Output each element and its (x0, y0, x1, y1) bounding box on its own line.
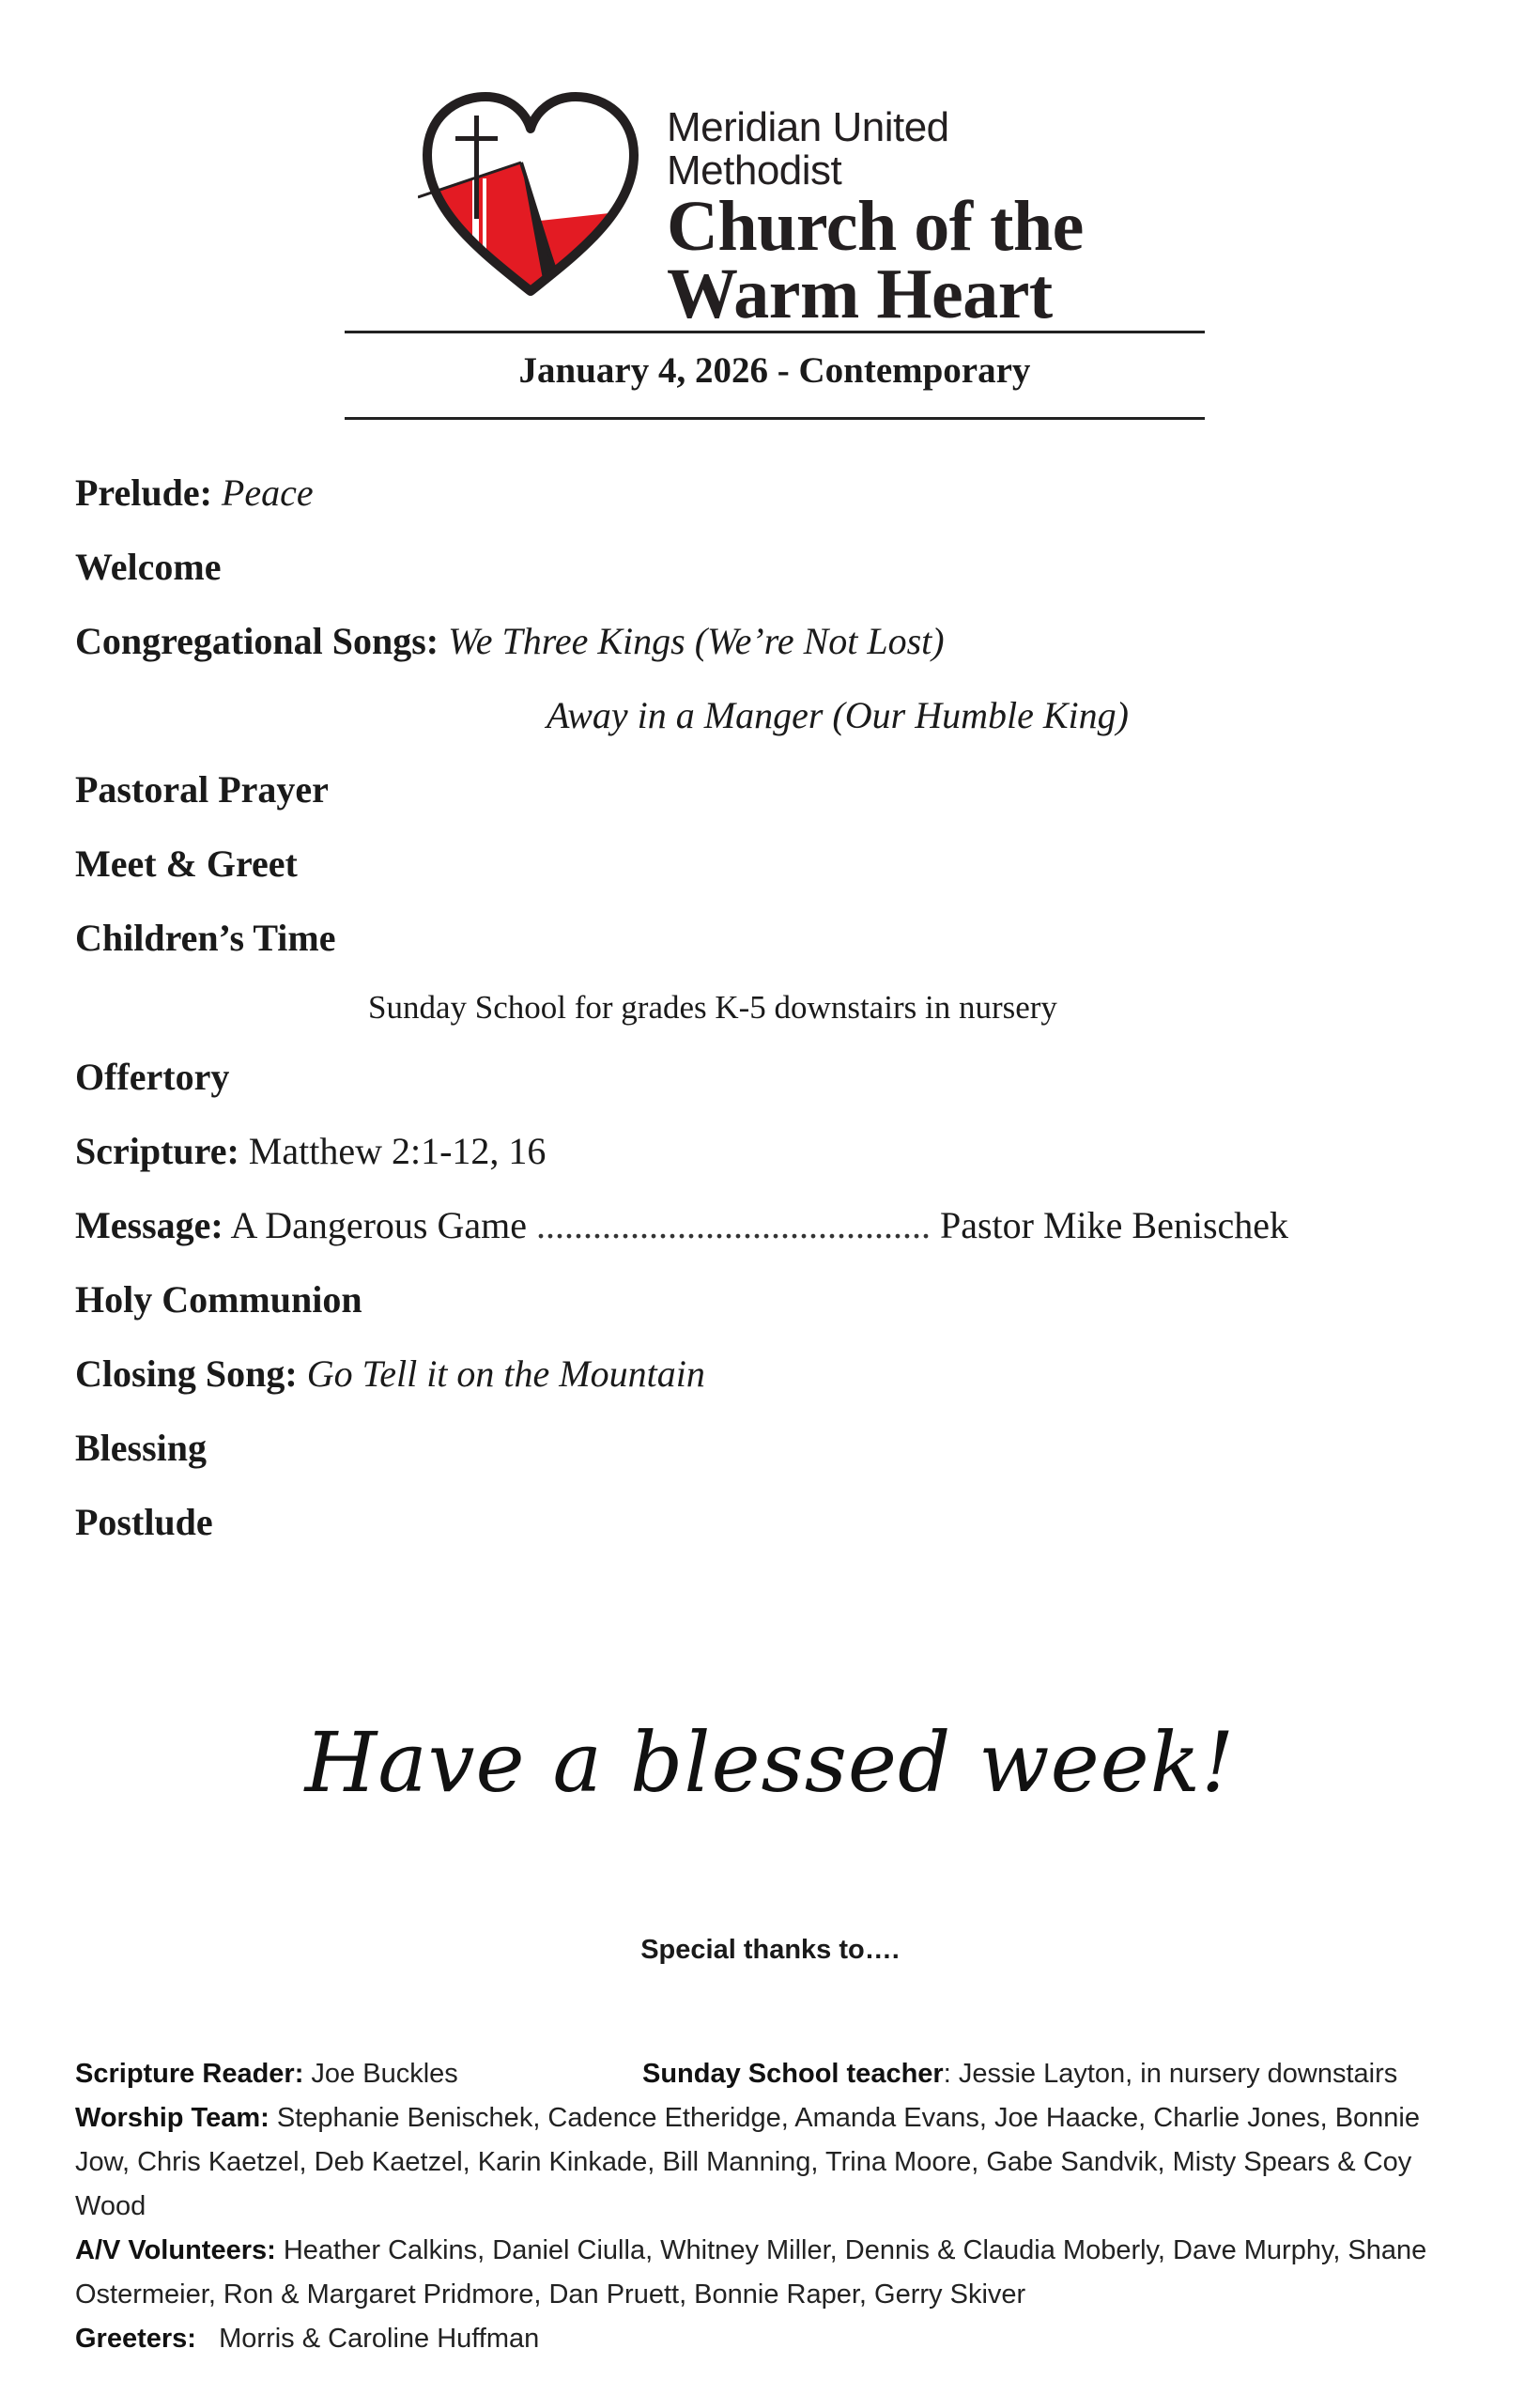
welcome-item (75, 546, 1484, 623)
church-name-line2: Warm Heart (667, 255, 1053, 333)
worship-team-names: Stephanie Benischek, Cadence Etheridge, Amanda Evans, Joe Haacke, Charlie Jones, Bonnie Jow, Chris Kaetzel, Deb Kaetzel, Karin Kinkade, Bill Manning, Trina Moore, Gabe Sandvik, Misty Spears & Coy Wood (75, 2103, 1420, 2221)
credits-row-1 (75, 2052, 1484, 2096)
welcome-label: Welcome (75, 546, 222, 588)
holy-communion-label: Holy Communion (75, 1278, 362, 1321)
childrens-time-label: Children’s Time (75, 917, 336, 959)
meet-greet-item (75, 842, 1484, 919)
top-divider (345, 331, 1205, 333)
song-2: Away in a Manger (Our Humble King) (547, 694, 1129, 736)
postlude-item (75, 1501, 1484, 1578)
closing-song-item (75, 1352, 1484, 1429)
postlude-label: Postlude (75, 1501, 213, 1543)
sunday-school-teacher-label: Sunday School teacher (642, 2059, 944, 2089)
logo-wordmark (667, 104, 1132, 333)
blessing-item (75, 1429, 1484, 1504)
blessed-week-message: Have a blessed week! (304, 1714, 1236, 1811)
pastoral-prayer-item (75, 768, 1484, 845)
greeters-names: Morris & Caroline Huffman (219, 2324, 540, 2354)
av-volunteers-credit (75, 2229, 1455, 2317)
offertory-label: Offertory (75, 1056, 230, 1098)
greeters-credit (75, 2317, 1455, 2361)
av-volunteers-names: Heather Calkins, Daniel Ciulla, Whitney Miller, Dennis & Claudia Moberly, Dave Murphy, Shane Ostermeier, Ron & Margaret Pridmore, Dan Pruett, Bonnie Raper, Gerry Skiver (75, 2235, 1427, 2310)
prelude-label: Prelude: (75, 471, 212, 514)
closing-song-label: Closing Song: (75, 1352, 298, 1395)
message-speaker: Pastor Mike Benischek (939, 1204, 1289, 1246)
message-item (75, 1204, 1484, 1281)
sunday-school-teacher-credit (642, 2052, 1397, 2096)
sunday-school-teacher-names: : Jessie Layton, in nursery downstairs (943, 2059, 1398, 2089)
message-leader-dots: .......................................... (535, 1204, 931, 1246)
scripture-reference: Matthew 2:1-12, 16 (248, 1130, 547, 1172)
prelude-title: Peace (221, 471, 314, 514)
scripture-item (75, 1130, 1484, 1207)
congregational-song-2 (75, 694, 1484, 771)
song-1: We Three Kings (We’re Not Lost) (448, 620, 945, 662)
scripture-reader-label: Scripture Reader: (75, 2059, 304, 2089)
scripture-reader-credit (75, 2059, 458, 2089)
service-date-title: January 4, 2026 - Contemporary (518, 350, 1031, 391)
av-volunteers-label: A/V Volunteers: (75, 2235, 276, 2265)
scripture-reader-names: Joe Buckles (311, 2059, 458, 2089)
message-title: A Dangerous Game (230, 1204, 527, 1246)
pastoral-prayer-label: Pastoral Prayer (75, 768, 329, 811)
scripture-label: Scripture: (75, 1130, 239, 1172)
congregational-songs-item (75, 620, 1484, 697)
childrens-time-item (75, 919, 1484, 989)
volunteer-credits (75, 2052, 1484, 2361)
blessing-label: Blessing (75, 1427, 208, 1469)
bottom-divider (345, 417, 1205, 420)
heart-cross-logo-icon (418, 89, 643, 305)
meet-greet-label: Meet & Greet (75, 842, 298, 885)
message-label: Message: (75, 1204, 223, 1246)
church-subtitle: Meridian United Methodist (667, 104, 949, 193)
church-name-line1: Church of the (667, 187, 1084, 266)
worship-team-credit (75, 2096, 1455, 2229)
order-of-worship (75, 471, 1484, 1578)
songs-label: Congregational Songs: (75, 620, 439, 662)
sunday-school-note: Sunday School for grades K-5 downstairs in nursery (368, 989, 1057, 1026)
church-logo (418, 89, 1132, 333)
holy-communion-item (75, 1278, 1484, 1355)
prelude-item (75, 471, 1484, 549)
offertory-item (75, 1058, 1484, 1133)
closing-song-title: Go Tell it on the Mountain (306, 1352, 705, 1395)
greeters-label: Greeters: (75, 2324, 196, 2354)
special-thanks-heading: Special thanks to…. (640, 1935, 900, 1965)
worship-team-label: Worship Team: (75, 2103, 270, 2133)
